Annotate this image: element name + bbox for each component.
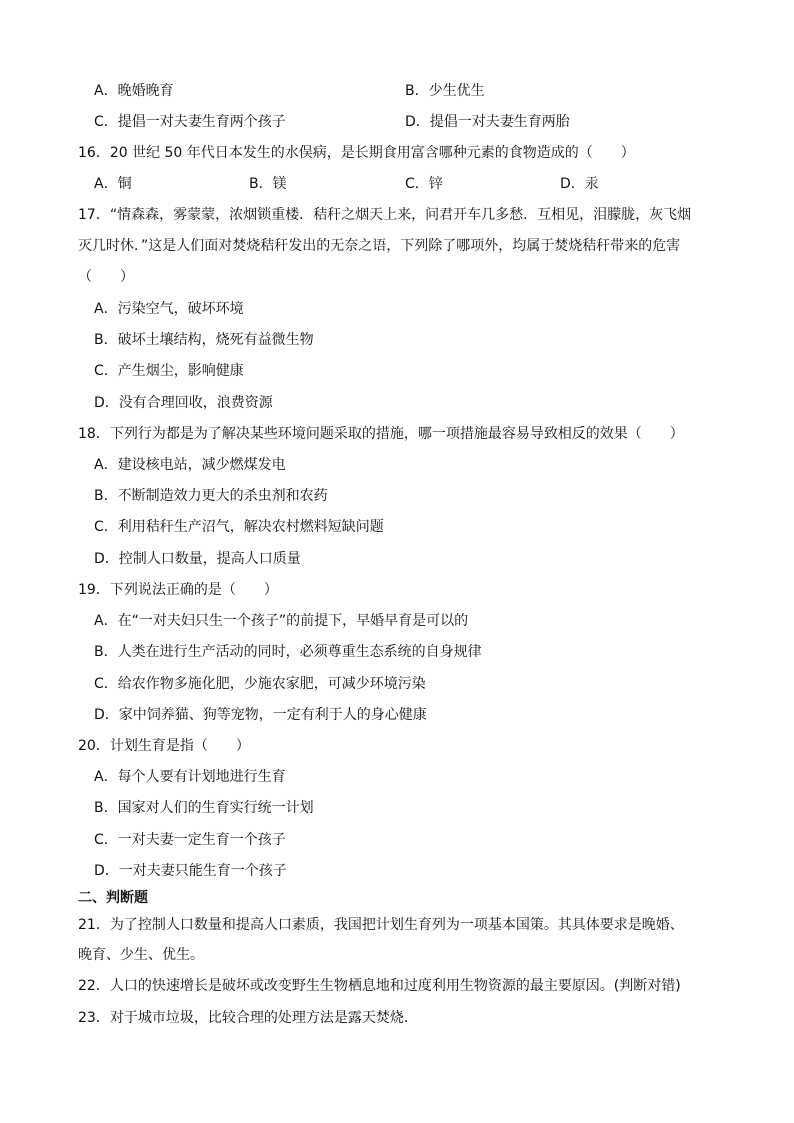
q18-stem: 18．下列行为都是为了解决某些环境问题采取的措施，哪一项措施最容易导致相反的效果（ ） [78, 426, 684, 442]
q19-option-d: D．家中饲养猫、狗等宠物，一定有利于人的身心健康 [94, 707, 427, 723]
q20-option-d: D．一对夫妻只能生育一个孩子 [94, 863, 287, 879]
q15-option-b: B．少生优生 [405, 83, 485, 99]
q17-stem-line-3: （ ） [78, 269, 134, 285]
q15-option-d: D．提倡一对夫妻生育两胎 [405, 114, 570, 130]
q19-option-c: C．给农作物多施化肥，少施农家肥，可减少环境污染 [94, 676, 426, 692]
q17-option-a: A．污染空气，破坏环境 [94, 301, 244, 317]
q20-option-c: C．一对夫妻一定生育一个孩子 [94, 832, 286, 848]
q19-stem: 19．下列说法正确的是（ ） [78, 582, 278, 598]
q20-stem: 20．计划生育是指（ ） [78, 738, 250, 754]
q21-line-2: 晚育、少生、优生。 [78, 947, 204, 963]
q18-option-a: A．建设核电站，减少燃煤发电 [94, 457, 286, 473]
q19-option-b: B．人类在进行生产活动的同时，必须尊重生态系统的自身规律 [94, 644, 482, 660]
q19-option-a: A．在“一对夫妇只生一个孩子”的前提下，早婚早育是可以的 [94, 613, 469, 629]
q18-option-d: D．控制人口数量，提高人口质量 [94, 551, 301, 567]
q17-option-d: D．没有合理回收，浪费资源 [94, 395, 273, 411]
q23-stem: 23．对于城市垃圾，比较合理的处理方法是露天焚烧． [78, 1010, 418, 1026]
q15-option-c: C．提倡一对夫妻生育两个孩子 [94, 114, 286, 130]
q18-option-c: C．利用秸秆生产沼气，解决农村燃料短缺问题 [94, 519, 384, 535]
q15-option-a: A．晚婚晚育 [94, 83, 174, 99]
q16-option-b: B．镁 [249, 176, 287, 192]
q20-option-b: B．国家对人们的生育实行统一计划 [94, 800, 314, 816]
q22-stem: 22．人口的快速增长是破坏或改变野生生物栖息地和过度利用生物资源的最主要原因。(判断对错) [78, 978, 681, 994]
q18-option-b: B．不断制造效力更大的杀虫剂和农药 [94, 488, 328, 504]
q16-option-c: C．锌 [405, 176, 443, 192]
section-heading: 二、判断题 [78, 890, 148, 906]
q17-option-c: C．产生烟尘，影响健康 [94, 363, 244, 379]
q16-stem: 16．20 世纪 50 年代日本发生的水俣病，是长期食用富含哪种元素的食物造成的（ ） [78, 145, 635, 161]
q17-stem-line-1: 17．“情森森，雾蒙蒙，浓烟锁重楼．秸秆之烟天上来，问君开车几多愁．互相见，泪朦胧，灰飞烟 [78, 207, 692, 223]
q16-option-d: D．汞 [560, 176, 599, 192]
q16-option-a: A．铜 [94, 176, 132, 192]
q17-option-b: B．破坏土壤结构，烧死有益微生物 [94, 332, 314, 348]
q17-stem-line-2: 灭几时休．”这是人们面对焚烧秸秆发出的无奈之语，下列除了哪项外，均属于焚烧秸秆带来的危害 [78, 238, 681, 254]
q20-option-a: A．每个人要有计划地进行生育 [94, 769, 286, 785]
q21-line-1: 21．为了控制人口数量和提高人口素质，我国把计划生育列为一项基本国策。其具体要求是晚婚、 [78, 917, 684, 933]
